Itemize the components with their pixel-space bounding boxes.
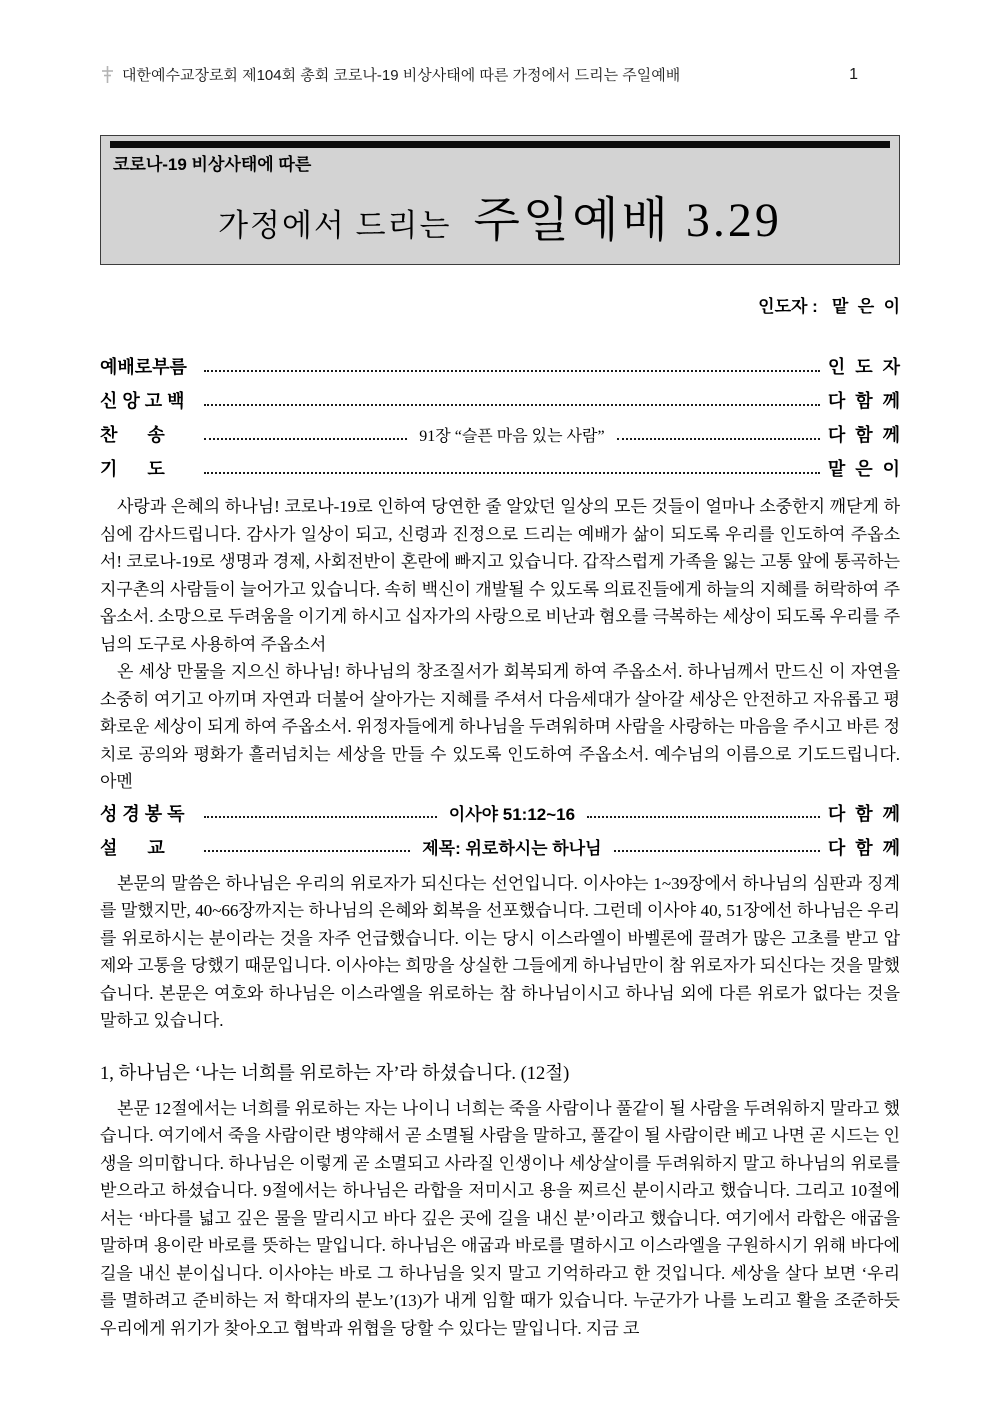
order-item-role: 다 함 께 [827,803,901,824]
title-main: 주일예배 3.29 [473,194,782,247]
dotted-leader [617,429,820,440]
order-item-label: 성 경 봉 독 [100,803,185,824]
title-box-top-bar [110,141,890,148]
order-item-label: 찬 송 [100,425,165,445]
dotted-leader [204,841,410,852]
dotted-leader [204,807,437,818]
order-item-role: 다 함 께 [827,425,901,445]
order-item-role: 다 함 께 [827,391,900,411]
sermon-section-1-paragraph: 본문 12절에서는 너희를 위로하는 자는 나이니 너희는 죽을 사람이나 풀같이 될 사람을 두려워하지 말라고 했습니다. 여기에서 죽을 사람이란 병약해서 곧 소멸될 사람을 말하고, 풀같이 될 사람이란 베고 나면 곧 시드는 인생을 의미합니다. 하나님은 이렇게 곧 소멸되고 사라질 인생이나 세상살이를 두려워하지 말고 하나님의 위로를 받으라고 하셨습니다. 9절에서는 하나님은 라합을 저미시고 용을 찌르신 분이시라고 했습니다. 그리고 10절에서는 ‘바다를 넓고 깊은 물을 말리시고 바다 깊은 곳에 길을 내신 분’이라고 했습니다. 여기에서 라합은 애굽을 말하며 용이란 바로를 뜻하는 말입니다. 하나님은 애굽과 바로를 멸하시고 이스라엘을 구원하시기 위해 바다에 길을 내신 분이십니다. 이사야는 바로 그 하나님을 잊지 말고 기억하라고 한 것입니다. 세상을 살다 보면 ‘우리를 멸하려고 준비하는 저 학대자의 분노’(13)가 내게 임할 때가 있습니다. 누군가가 나를 노리고 활을 조준하듯 우리에게 위기가 찾아오고 협박과 위협을 당할 수 있다는 말입니다. 지금 코 [100,1098,900,1338]
title-line [109,181,891,252]
dotted-leader [587,807,820,818]
title-prefix: 가정에서 드리는 [218,208,452,243]
order-item-role: 인 도 자 [827,357,900,377]
order-item-label: 신 앙 고 백 [100,391,185,411]
hymn-title: 91장 “슬픈 마음 있는 사람” [419,427,605,445]
order-item-role: 다 함 께 [827,837,900,858]
order-item-label: 설 교 [100,837,165,858]
dotted-leader [614,841,820,852]
sermon-title: 제목: 위로하시는 하나님 [422,839,602,858]
sermon-body [100,870,900,1343]
dotted-leader [204,395,820,406]
worship-order-row [100,451,900,485]
running-header-title: 대한예수교장로회 제104회 총회 코로나-19 비상사태에 따른 가정에서 드리는 주일예배 [122,67,681,84]
worship-order-row [100,417,900,451]
order-item-label: 기 도 [100,459,165,479]
dotted-leader [204,429,407,440]
order-item-label: 예배로부름 [100,357,187,377]
order-of-worship [100,349,900,485]
page-number: 1 [849,65,858,83]
scripture-reading-row [100,796,900,830]
title-kicker: 코로나-19 비상사태에 따른 [113,155,312,174]
prayer-text [100,493,900,796]
sermon-row [100,830,900,864]
leader-label: 인도자 : [758,297,818,316]
dotted-leader [204,361,820,372]
cross-icon [100,65,115,84]
sermon-section-1-title: 1, 하나님은 ‘나는 너희를 위로하는 자’라 하셨습니다. (12절) [100,1063,570,1084]
worship-order-row [100,349,900,383]
scripture-rows [100,796,900,864]
prayer-paragraph-2: 온 세상 만물을 지으신 하나님! 하나님의 창조질서가 회복되게 하여 주옵소서. 하나님께서 만드신 이 자연을 소중히 여기고 아끼며 자연과 더불어 살아가는 지혜를 주셔서 다음세대가 살아갈 세상은 안전하고 자유롭고 평화로운 세상이 되게 하여 주옵소서. 위정자들에게 하나님을 두려워하며 사람을 사랑하는 마음을 주시고 바른 정치로 공의와 평화가 흘러넘치는 세상을 만들 수 있도록 인도하여 주옵소서. 예수님의 이름으로 기도드립니다. 아멘 [100,662,900,791]
dotted-leader [204,463,820,474]
sermon-intro-paragraph: 본문의 말씀은 하나님은 우리의 위로자가 되신다는 선언입니다. 이사야는 1~39장에서 하나님의 심판과 징계를 말했지만, 40~66장까지는 하나님의 은혜와 회복을 선포했습니다. 그런데 이사야 40, 51장에선 하나님은 우리를 위로하시는 분이라는 것을 자주 언급했습니다. 이는 당시 이스라엘이 바벨론에 끌려가 많은 고초를 받고 압제와 고통을 당했기 때문입니다. 이사야는 희망을 상실한 그들에게 하나님만이 참 위로자가 되신다는 것을 말했습니다. 본문은 여호와 하나님은 이스라엘을 위로하는 참 하나님이시고 하나님 외에 다른 위로가 없다는 것을 말하고 있습니다. [100,873,900,1030]
order-item-role: 맡 은 이 [827,459,900,479]
leader-name: 맡 은 이 [831,297,900,316]
running-header [100,64,900,85]
title-box [100,135,900,265]
leader-line [100,272,900,337]
worship-order-row [100,383,900,417]
prayer-paragraph-1: 사랑과 은혜의 하나님! 코로나-19로 인하여 당연한 줄 알았던 일상의 모든 것들이 얼마나 소중한지 깨닫게 하심에 감사드립니다. 감사가 일상이 되고, 신령과 진정으로 드리는 예배가 삶이 되도록 우리를 인도하여 주옵소서! 코로나-19로 생명과 경제, 사회전반이 혼란에 빠지고 있습니다. 갑작스럽게 가족을 잃는 고통 앞에 통곡하는 지구촌의 사람들이 늘어가고 있습니다. 속히 백신이 개발될 수 있도록 의료진들에게 하늘의 지혜를 허락하여 주옵소서. 소망으로 두려움을 이기게 하시고 십자가의 사랑으로 비난과 혐오를 극복하는 세상이 되도록 우리를 주님의 도구로 사용하여 주옵소서 [100,497,900,654]
scripture-reference: 이사야 51:12~16 [448,805,576,824]
